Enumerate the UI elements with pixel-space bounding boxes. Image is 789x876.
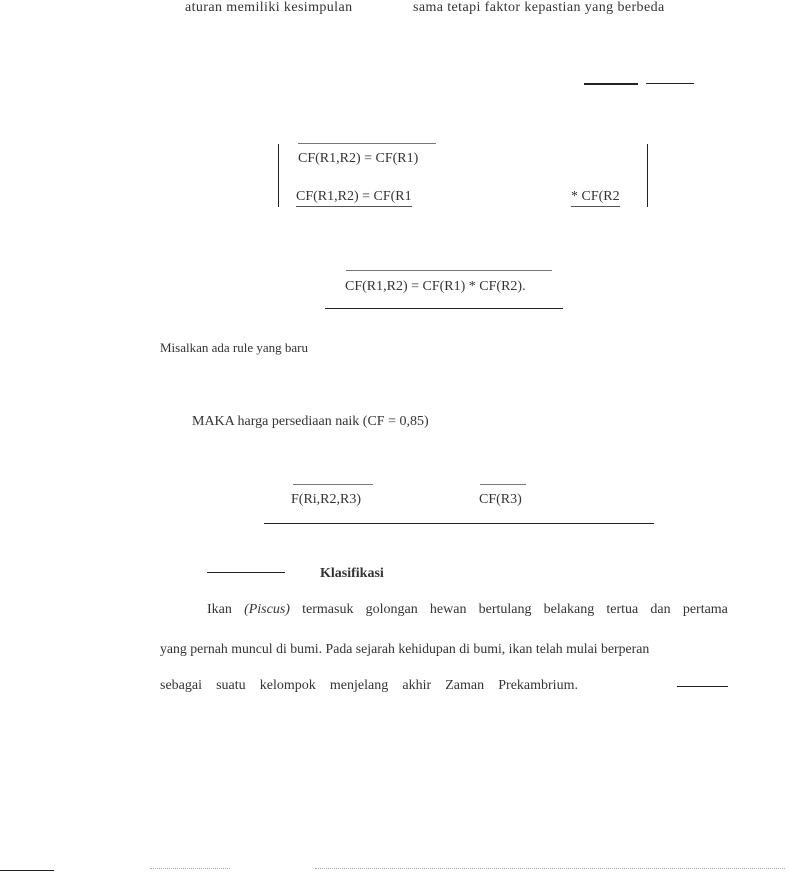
word: Prekambrium. [498, 678, 578, 693]
word: pertama [682, 602, 728, 617]
word: golongan [365, 602, 418, 617]
rule [207, 572, 285, 573]
rule [646, 83, 694, 84]
word: hewan [429, 602, 467, 617]
word: sebagai [160, 678, 202, 693]
footer-rule [0, 870, 54, 871]
word: suatu [216, 678, 246, 693]
text-misalkan: Misalkan ada rule yang baru [160, 340, 309, 355]
rule [677, 686, 728, 687]
word: kelompok [259, 678, 316, 693]
rule [584, 83, 638, 85]
word: dan [650, 602, 671, 617]
word: termasuk [302, 602, 354, 617]
word: (Piscus) [244, 602, 290, 617]
word: Ikan [207, 602, 232, 617]
footer-dotted-line [315, 868, 785, 869]
vertical-rule [647, 144, 648, 207]
formula-4-right: CF(R3) [479, 492, 522, 507]
formula-2-right: * CF(R2 [571, 189, 620, 207]
rule [293, 484, 373, 485]
word: bertulang [478, 602, 532, 617]
vertical-rule [278, 144, 279, 207]
paragraph-line-2: yang pernah muncul di bumi. Pada sejarah kehidupan di bumi, ikan telah mulai berperan [160, 641, 650, 656]
rule [346, 270, 552, 271]
text-line-top-right: sama tetapi faktor kepastian yang berbeda [413, 0, 665, 15]
rule [325, 308, 563, 309]
word: belakang [543, 602, 595, 617]
word: menjelang [329, 678, 389, 693]
paragraph-line-3 [160, 678, 578, 694]
paragraph-line-1 [207, 602, 728, 618]
rule [264, 523, 654, 524]
text-maka: MAKA harga persediaan naik (CF = 0,85) [192, 414, 429, 429]
formula-3: CF(R1,R2) = CF(R1) * CF(R2). [345, 279, 526, 294]
text-line-top-left: aturan memiliki kesimpulan [185, 0, 353, 15]
formula-4-left: F(Ri,R2,R3) [291, 492, 362, 507]
footer-dotted-line [150, 868, 230, 869]
word: Zaman [445, 678, 485, 693]
word: akhir [402, 678, 432, 693]
formula-1: CF(R1,R2) = CF(R1) [298, 151, 419, 166]
rule [480, 484, 526, 485]
rule [298, 143, 436, 144]
formula-2-left: CF(R1,R2) = CF(R1 [296, 189, 412, 207]
section-heading: Klasifikasi [320, 566, 384, 581]
word: tertua [606, 602, 639, 617]
